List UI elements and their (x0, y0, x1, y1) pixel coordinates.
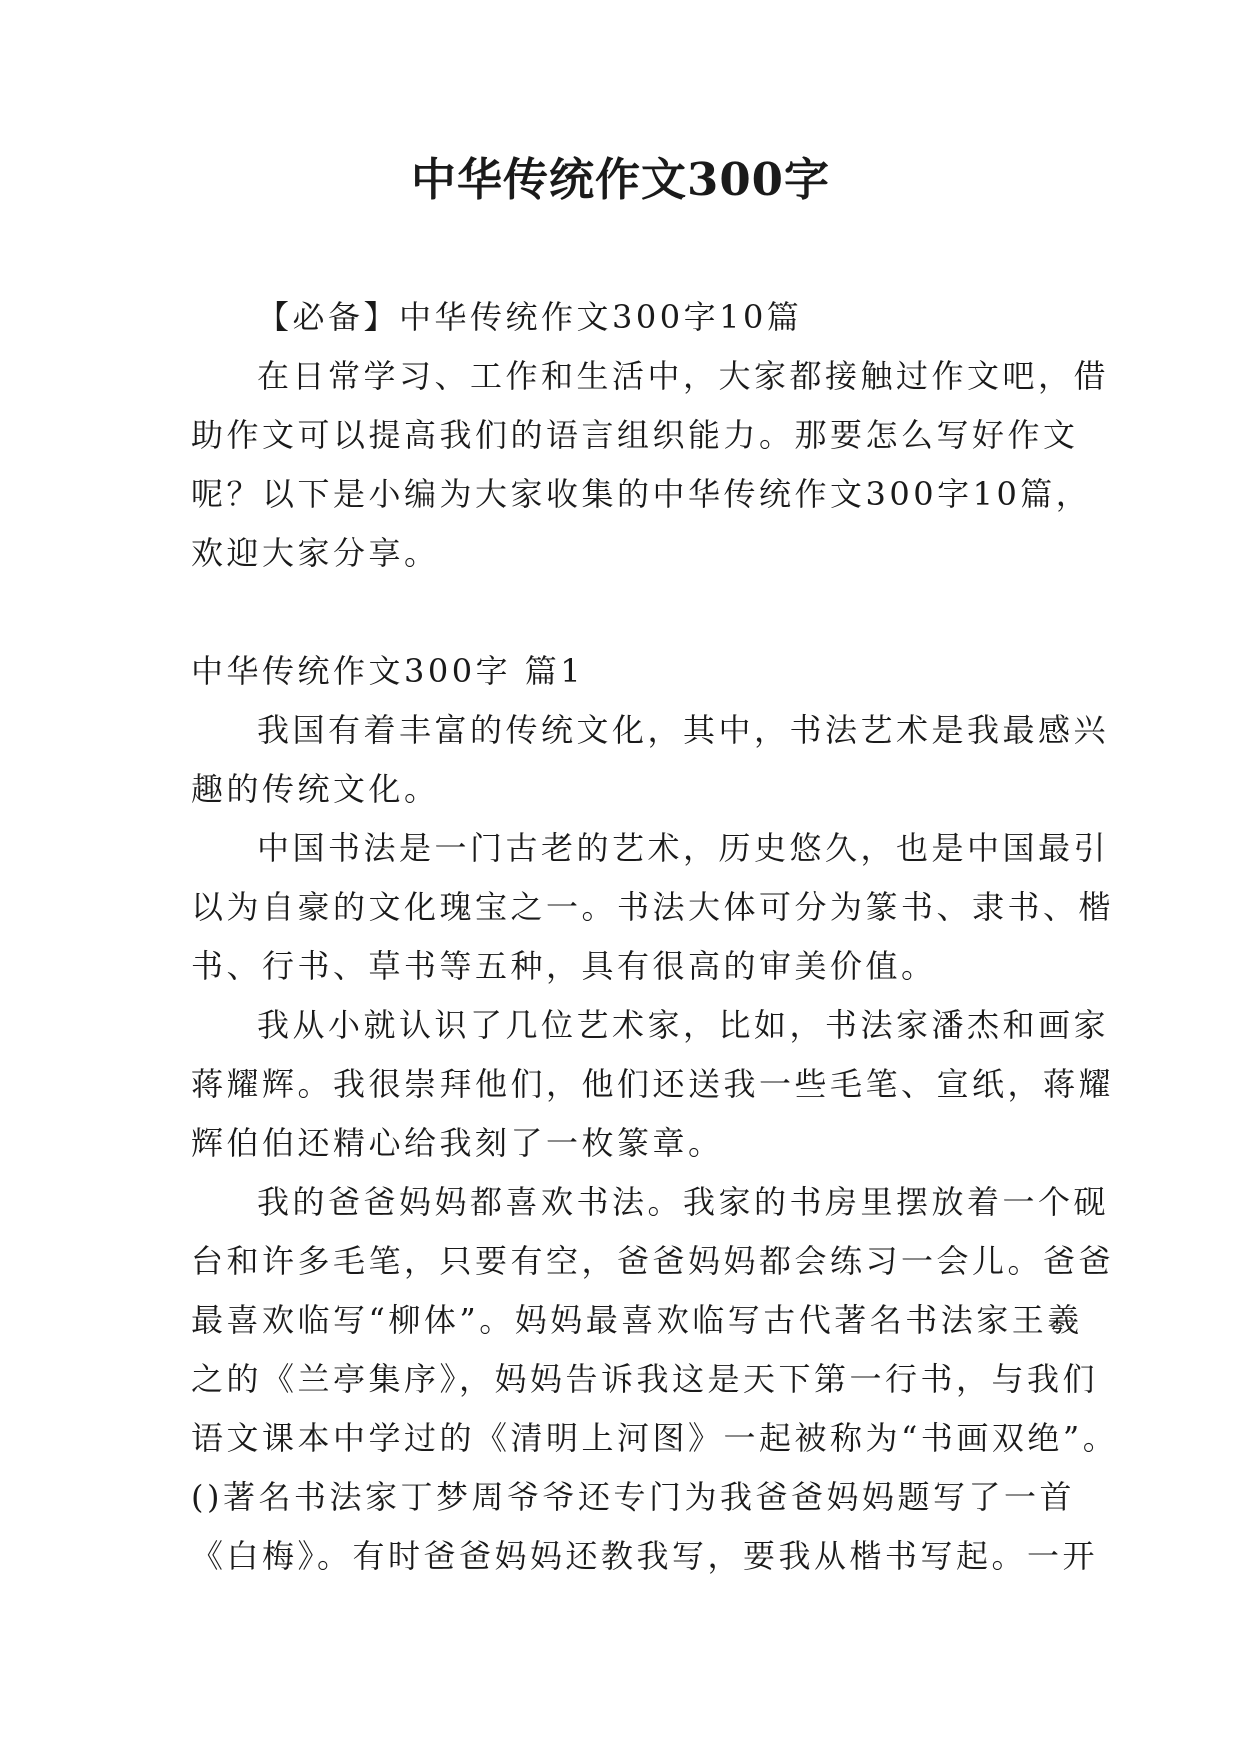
paragraph-line: 辉伯伯还精心给我刻了一枚篆章。 (191, 1124, 724, 1162)
paragraph-line: 在日常学习、工作和生活中，大家都接触过作文吧，借 (257, 357, 1110, 395)
paragraph-line: 台和许多毛笔，只要有空，爸爸妈妈都会练习一会儿。爸爸 (191, 1242, 1115, 1280)
document-body (191, 288, 1119, 1586)
paragraph-line: 趣的传统文化。 (191, 770, 440, 808)
paragraph-line: 助作文可以提高我们的语言组织能力。那要怎么写好作文 (191, 416, 1079, 454)
paragraph-line: 《白梅》。有时爸爸妈妈还教我写，要我从楷书写起。一开 (191, 1537, 1099, 1575)
paragraph-line: 欢迎大家分享。 (191, 534, 440, 572)
paragraph-line: 我从小就认识了几位艺术家，比如，书法家潘杰和画家 (257, 1006, 1110, 1044)
document-title: 中华传统作文300字 (411, 153, 830, 206)
paragraph-line: 中国书法是一门古老的艺术，历史悠久，也是中国最引 (257, 829, 1110, 867)
paragraph-line: 我的爸爸妈妈都喜欢书法。我家的书房里摆放着一个砚 (257, 1183, 1110, 1221)
paragraph-line: 语文课本中学过的《清明上河图》一起被称为“书画双绝”。 (191, 1419, 1119, 1457)
paragraph-line: 以为自豪的文化瑰宝之一。书法大体可分为篆书、隶书、楷 (191, 888, 1115, 926)
paragraph-line: 我国有着丰富的传统文化，其中，书法艺术是我最感兴 (257, 711, 1110, 749)
paragraph-line: 呢？以下是小编为大家收集的中华传统作文300字10篇， (191, 475, 1092, 513)
intro-heading: 【必备】中华传统作文300字10篇 (257, 298, 803, 336)
paragraph-line: 书、行书、草书等五种，具有很高的审美价值。 (191, 947, 937, 985)
paragraph-line: 之的《兰亭集序》，妈妈告诉我这是天下第一行书，与我们 (191, 1360, 1099, 1398)
section-heading: 中华传统作文300字 篇1 (191, 652, 585, 690)
blank-line (191, 583, 1071, 642)
paragraph-line: ()著名书法家丁梦周爷爷还专门为我爸爸妈妈题写了一首 (191, 1478, 1075, 1516)
paragraph-line: 蒋耀辉。我很崇拜他们，他们还送我一些毛笔、宣纸，蒋耀 (191, 1065, 1115, 1103)
paragraph-line: 最喜欢临写“柳体”。妈妈最喜欢临写古代著名书法家王羲 (191, 1301, 1083, 1339)
